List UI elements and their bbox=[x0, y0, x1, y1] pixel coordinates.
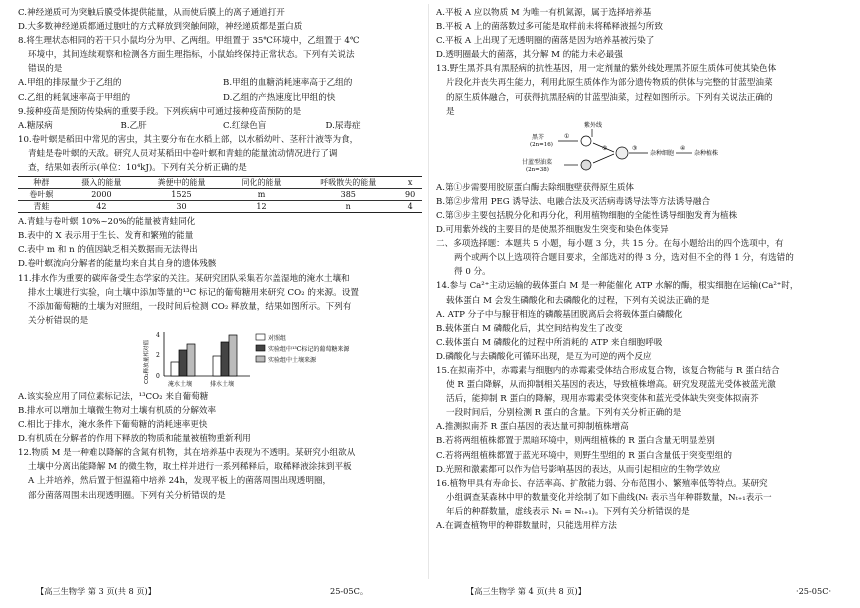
q15-option-c: C.若将两组植株都置于蓝光环境中，则野生型组的 R 蛋白含量低于突变型组的 bbox=[436, 450, 732, 461]
q16-option-a: A.在调查植物甲的种群数量时，只能选用样方法 bbox=[436, 521, 617, 531]
q8-options-row-1 bbox=[18, 76, 428, 90]
table-cell: 385 bbox=[298, 189, 398, 201]
q10-stem-2: 青蛙是卷叶螟的天敌。研究人员对某稻田中卷叶螟和青蛙的能量流动情况进行了调 bbox=[28, 148, 338, 159]
q14-option-c: C.载体蛋白 M 磷酸化的过程中所消耗的 ATP 来自细胞呼吸 bbox=[436, 337, 663, 348]
q11-stem-4: 关分析错误的是 bbox=[28, 315, 89, 326]
q12-option-d: D.透明圈最大的菌落，其分解 M 的能力未必最强 bbox=[436, 50, 623, 61]
x-category-drained: 排水土壤 bbox=[210, 380, 235, 388]
q13-option-a: A.第①步需要用胶原蛋白酶去除细胞壁获得原生质体 bbox=[436, 182, 635, 193]
table-cell: 30 bbox=[138, 201, 225, 213]
table-header-cell: 种群 bbox=[18, 177, 65, 189]
q13-stem-4: 是 bbox=[446, 106, 455, 117]
q16-stem-3: 年后的种群数量，虚线表示 Nₜ = Nₜ₊₁)。下列有关分析错误的是 bbox=[446, 506, 690, 517]
table-cell: 青蛙 bbox=[18, 201, 65, 213]
table-header-row bbox=[18, 177, 422, 189]
source-blackmustard-sub: (2n=16) bbox=[530, 141, 553, 148]
right-page bbox=[436, 6, 846, 576]
q10-option-d: D.卷叶螟流向分解者的能量均来自其自身的遗体残骸 bbox=[18, 259, 217, 270]
footer-right-code: ·25-05C· bbox=[796, 586, 832, 596]
q12-stem-4: 部分菌落周围未出现透明圈。下列有关分析错误的是 bbox=[28, 490, 226, 501]
q9-option-c: C.红绿色盲 bbox=[223, 120, 267, 131]
q16-stem-1: 16.植物甲具有寿命长、存活率高、扩散能力弱、分布范围小、繁殖率低等特点。某研究 bbox=[436, 478, 768, 489]
q7-option-d: D.大多数神经递质都通过胞吐的方式释放到突触间隙，神经递质都是蛋白质 bbox=[18, 22, 303, 33]
page-divider bbox=[428, 4, 429, 579]
q10-stem-3: 查，结果如表所示(单位：10⁴kJ)。下列有关分析正确的是 bbox=[28, 163, 247, 174]
q11-stem-2: 排水土壤进行实验，向土壤中添加等量的¹³C 标记的葡萄糖用来研究 CO₂ 的来源。设置 bbox=[28, 287, 359, 298]
q11-stem-3: 不添加葡萄糖的土壤为对照组，一段时间后检测 CO₂ 释放量，结果如图所示。下列有 bbox=[28, 301, 352, 312]
q11-option-c: C.相比于排水，淹水条件下葡萄糖的消耗速率更快 bbox=[18, 420, 208, 431]
q9-option-d: D.尿毒症 bbox=[325, 120, 361, 131]
q12-stem-3: A 上并培养，然后置于恒温箱中培养 24h，发现平板上的菌落周围出现透明圈， bbox=[28, 476, 332, 487]
q8-stem-2: 环境中，其间连续观察和检测各方面生理指标，小鼠始终保持正常状态。下列有关说法 bbox=[28, 50, 355, 61]
table-row bbox=[18, 201, 422, 213]
protoplast-1 bbox=[581, 136, 591, 146]
q14-option-d: D.磷酸化与去磷酸化可循环出现，是互为可逆的两个反应 bbox=[436, 351, 652, 362]
chart-ylabel: CO₂释放量相对值 bbox=[144, 339, 150, 384]
q7-option-c: C.神经递质可为突触后膜受体提供能量，从而使后膜上的离子通道打开 bbox=[18, 8, 285, 18]
left-page bbox=[18, 6, 428, 576]
q14-option-b: B.载体蛋白 M 磷酸化后，其空间结构发生了改变 bbox=[436, 323, 623, 334]
table-row bbox=[18, 189, 422, 201]
section2-line-2: 两个或两个以上选项符合题目要求，全部选对的得 3 分，选对但不全的得 1 分，有选错的 bbox=[454, 253, 794, 264]
q12-option-c: C.平板 A 上出现了无透明圈的菌落是因为培养基被污染了 bbox=[436, 36, 655, 47]
step-2: ② bbox=[602, 144, 608, 152]
q8-option-a: A.甲组的排尿量少于乙组的 bbox=[18, 78, 122, 89]
q8-option-b: B.甲组的血糖消耗速率高于乙组的 bbox=[223, 78, 353, 89]
q13-stem-3: 的原生质体融合，可获得抗黑胫病的甘蓝型油菜，过程如图所示。下列有关说法正确的 bbox=[446, 92, 773, 103]
fused-cell bbox=[616, 147, 628, 159]
product-hybrid-cell: 杂种细胞 bbox=[650, 149, 675, 157]
q14-stem-2: 载体蛋白 M 会发生磷酸化和去磷酸化的过程，下列有关说法正确的是 bbox=[446, 295, 710, 306]
q13-stem-1: 13.野生黑芥具有黑胫病的抗性基因，用一定剂量的紫外线处理黑芥原生质体可使其染色体 bbox=[436, 64, 777, 75]
table-cell: n bbox=[298, 201, 398, 213]
x-category-flooded: 淹水土壤 bbox=[168, 380, 193, 388]
q10-option-c: C.表中 m 和 n 的值因缺乏相关数据而无法得出 bbox=[18, 245, 198, 256]
section2-line-3: 得 0 分。 bbox=[454, 267, 491, 278]
q9-option-b: B.乙肝 bbox=[120, 120, 147, 131]
table-cell: 4 bbox=[398, 201, 422, 213]
q10-energy-table bbox=[18, 176, 422, 213]
source-rapeseed-sub: (2n=38) bbox=[526, 166, 549, 173]
merge-arrow-bottom bbox=[593, 154, 614, 163]
q13-fusion-diagram bbox=[436, 119, 840, 181]
step-3: ③ bbox=[632, 144, 638, 152]
legend-label: 对照组 bbox=[268, 334, 287, 342]
uv-label: 紫外线 bbox=[584, 121, 603, 129]
q12-stem-2: 土壤中分离出能降解 M 的微生物，取土样并进行一系列稀释后，取稀释液涂抹到平板 bbox=[28, 462, 352, 473]
q10-option-b: B.表中的 X 表示用于生长、发育和繁殖的能量 bbox=[18, 231, 194, 242]
product-hybrid-plant: 杂种植株 bbox=[694, 149, 719, 157]
q8-option-d: D.乙组的产热速度比甲组的快 bbox=[223, 92, 336, 103]
q13-option-d: D.可用紫外线的主要目的是使黑芥细胞发生突变和染色体变异 bbox=[436, 225, 669, 236]
table-cell: 1525 bbox=[138, 189, 225, 201]
q10-option-a: A.青蛙与卷叶螟 10%~20%的能量被青蛙同化 bbox=[18, 217, 196, 228]
q9-stem: 9.接种疫苗是预防传染病的重要手段。下列疾病中可通过接种疫苗预防的是 bbox=[18, 106, 302, 117]
table-cell: 42 bbox=[65, 201, 138, 213]
legend-swatch-glucose bbox=[256, 345, 265, 351]
bar-control-flooded bbox=[171, 362, 179, 376]
table-header-cell: 粪便中的能量 bbox=[138, 177, 225, 189]
q8-stem-3: 错误的是 bbox=[28, 64, 63, 75]
bar-soil-flooded bbox=[187, 344, 195, 376]
q8-option-c: C.乙组的耗氧速率高于甲组的 bbox=[18, 92, 131, 103]
protoplast-2 bbox=[581, 160, 591, 170]
source-blackmustard: 黑芥 bbox=[532, 133, 545, 141]
q13-option-c: C.第③步主要包括脱分化和再分化，利用植物细胞的全能性诱导细胞发育为植株 bbox=[436, 210, 738, 221]
legend-label: 实验组中¹³C标记的葡萄糖来源 bbox=[268, 345, 350, 353]
table-cell: 12 bbox=[225, 201, 298, 213]
step-4: ④ bbox=[680, 144, 686, 152]
bar-glucose-flooded bbox=[179, 350, 187, 376]
legend-label: 实验组中土壤来源 bbox=[268, 356, 317, 364]
footer-left-code: 25-05C。 bbox=[330, 586, 369, 596]
q11-option-d: D.有机质在分解者的作用下释放的物质和能量被植物重新利用 bbox=[18, 434, 251, 445]
y-tick: 4 bbox=[156, 331, 160, 339]
table-header-cell: 呼吸散失的能量 bbox=[298, 177, 398, 189]
q11-option-a: A.该实验应用了同位素标记法，¹³CO₂ 来自葡萄糖 bbox=[18, 391, 209, 402]
q15-stem-4: 一段时间后，分别检测 R 蛋白的含量。下列有关分析正确的是 bbox=[446, 408, 682, 419]
table-header-cell: 摄入的能量 bbox=[65, 177, 138, 189]
q16-stem-2: 小组调查某森林中甲的数量变化并绘制了如下曲线(Nₜ 表示当年种群数量，Nₜ₊₁表示一 bbox=[446, 492, 772, 503]
q14-stem-1: 14.参与 Ca²⁺主动运输的载体蛋白 M 是一种能催化 ATP 水解的酶，根实细胞在运输(Ca²⁺时， bbox=[436, 281, 799, 292]
q8-options-row-2 bbox=[18, 91, 428, 105]
footer-left-label: 【高三生物学 第 3 页(共 8 页)】 bbox=[36, 586, 156, 596]
q9-options bbox=[18, 119, 428, 133]
step-1: ① bbox=[564, 132, 570, 140]
q11-co2-chart bbox=[18, 328, 422, 390]
table-header-cell: x bbox=[398, 177, 422, 189]
q15-option-d: D.光照和激素都可以作为信号影响基因的表达，从而引起相应的生物学效应 bbox=[436, 464, 721, 475]
source-rapeseed: 甘蓝型油菜 bbox=[522, 158, 553, 166]
bar-soil-drained bbox=[229, 335, 237, 376]
table-cell: 2000 bbox=[65, 189, 138, 201]
bar-glucose-drained bbox=[221, 342, 229, 376]
q15-option-a: A.推测拟南芥 R 蛋白基因的表达量可抑制植株增高 bbox=[436, 422, 629, 433]
q13-option-b: B.第②步常用 PEG 诱导法、电融合法及灭活病毒诱导法等方法诱导融合 bbox=[436, 196, 711, 207]
q8-stem-1: 8.将生理状态相同的若干只小鼠均分为甲、乙两组。甲组置于 35℃环境中，乙组置于 4℃ bbox=[18, 36, 360, 47]
q9-option-a: A.糖尿病 bbox=[18, 120, 53, 131]
table-cell: m bbox=[225, 189, 298, 201]
footer-right-label: 【高三生物学 第 4 页(共 8 页)】 bbox=[466, 586, 586, 596]
y-tick: 2 bbox=[156, 351, 160, 359]
q15-stem-3: 活后，能抑制 R 蛋白的降解，现用赤霉素受体突变体和蓝光受体缺失突变体拟南芥 bbox=[446, 394, 759, 405]
q11-option-b: B.排水可以增加土壤微生物对土壤有机质的分解效率 bbox=[18, 405, 217, 416]
table-header-cell: 同化的能量 bbox=[225, 177, 298, 189]
q10-stem-1: 10.卷叶螟是稻田中常见的害虫，其主要分布在水稻上部，以水稻幼叶、茎秆汁液等为食， bbox=[18, 134, 359, 145]
y-tick: 0 bbox=[156, 372, 160, 380]
q11-stem-1: 11.排水作为重要的碳库备受生态学家的关注。某研究团队采集若尔盖湿地的淹水土壤和 bbox=[18, 273, 350, 284]
q12-stem-1: 12.物质 M 是一种难以降解的含氮有机物，其在培养基中表现为不透明。某研究小组欲从 bbox=[18, 448, 356, 459]
q15-stem-1: 15.在拟南芥中，赤霉素与细胞内的赤霉素受体结合形成复合物，该复合物能与 R 蛋白结合 bbox=[436, 365, 780, 376]
q12-option-a: A.平板 A 应以物质 M 为唯一有机氮源，属于选择培养基 bbox=[436, 8, 652, 18]
q15-stem-2: 使 R 蛋白降解，从而抑制相关基因的表达，导致植株增高。研究发现蓝光受体被蓝光激 bbox=[446, 380, 776, 391]
section2-heading: 二、多项选择题：本题共 5 小题，每小题 3 分，共 15 分。在每小题给出的四个选项中，有 bbox=[436, 239, 784, 250]
q12-option-b: B.平板 A 上的菌落数过多可能是取样前未将稀释液摇匀所致 bbox=[436, 22, 663, 33]
q14-option-a: A. ATP 分子中与腺苷相连的磷酸基团脱离后会将载体蛋白磷酸化 bbox=[436, 309, 683, 320]
legend-swatch-soil bbox=[256, 356, 265, 362]
legend-swatch-control bbox=[256, 334, 265, 340]
table-cell: 卷叶螟 bbox=[18, 189, 65, 201]
table-cell: 90 bbox=[398, 189, 422, 201]
bar-control-drained bbox=[213, 356, 221, 376]
q13-stem-2: 片段化并丧失再生能力，利用此原生质体作为部分遗传物质的供体与完整的甘蓝型油菜 bbox=[446, 78, 773, 89]
q15-option-b: B.若将两组植株都置于黑暗环境中，则两组植株的 R 蛋白含量无明显差别 bbox=[436, 436, 715, 447]
